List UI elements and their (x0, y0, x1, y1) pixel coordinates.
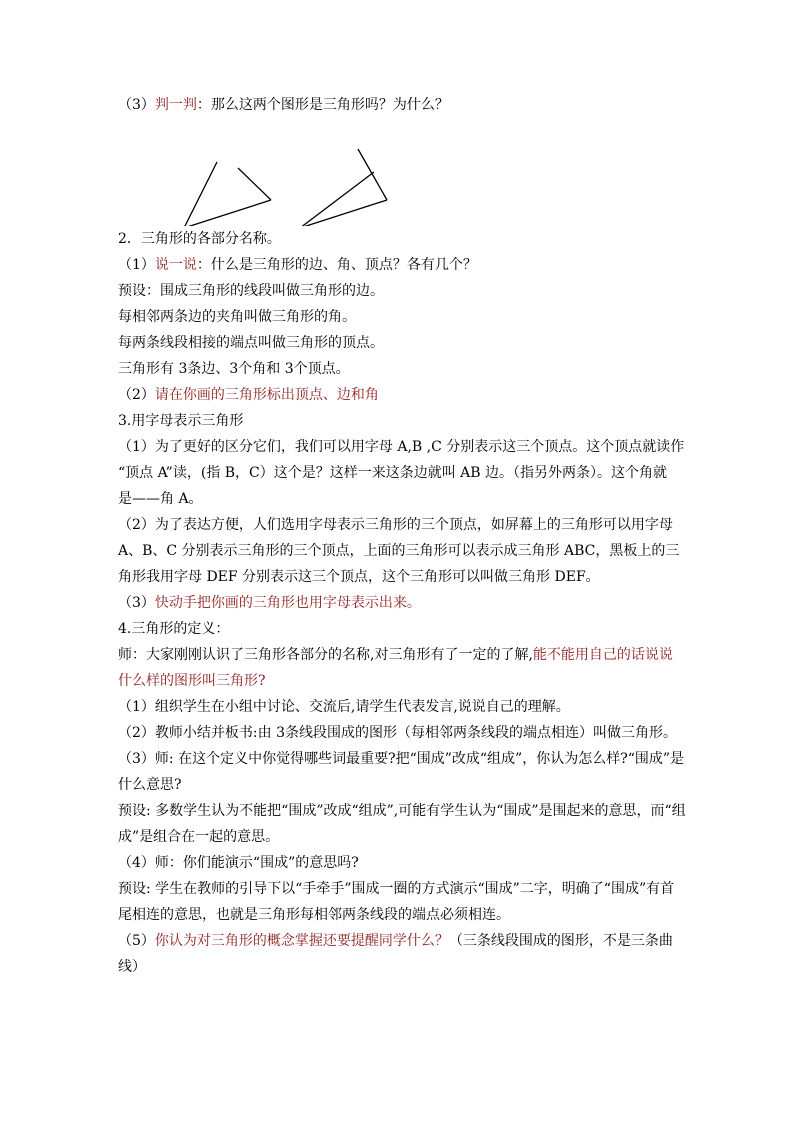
judge-label: 判一判 (154, 97, 197, 113)
teacher-prompt-line-1 (118, 642, 684, 668)
paragraph-3-2-line-1: （2）为了表达方便，人们选用字母表示三角形的三个顶点，如屏幕上的三角形可以用字母 (118, 517, 673, 533)
task-letter-labels (118, 590, 684, 616)
document-body (118, 92, 684, 980)
preset-edge-definition: 预设：围成三角形的线段叫做三角形的边。 (118, 283, 384, 299)
reminder-question: 你认为对三角形的概念掌握还要提醒同学什么？ (154, 933, 449, 949)
item-number: （3） (118, 97, 155, 113)
item-number: （3） (118, 595, 155, 611)
item-number: （2） (118, 387, 155, 403)
preset-2-line-1: 预设: 多数学生认为不能把“围成”改成“组成”,可能有学生认为“围成”是围起来的意思，而“组 (118, 803, 686, 819)
figure-area (118, 118, 684, 226)
open-figure-right (300, 149, 387, 226)
task-label-parts (118, 382, 684, 408)
parts-count: 三角形有 3条边、3个角和 3个顶点。 (118, 361, 350, 377)
reminder-answer: （三条线段围成的图形，不是三条曲 (448, 933, 673, 949)
paragraph-4-5-line-2: 线） (118, 959, 146, 975)
preset-2-line-2: 成”是组合在一起的意思。 (118, 829, 280, 845)
teacher-prompt-text: 师：大家刚刚认识了三角形各部分的名称,对三角形有了一定的了解, (118, 647, 533, 663)
paragraph-3-1-line-2: “顶点 A”读，(指 B，C）这个是？这样一来这条边就叫 AB 边。（指另外两条）。这个角就 (118, 465, 668, 481)
teacher-prompt-highlight: 能不能用自己的话说说 (532, 647, 673, 663)
section-3-title: 3.用字母表示三角形 (118, 413, 244, 429)
paragraph-4-2: （2）教师小结并板书:由 3条线段围成的图形（每相邻两条线段的端点相连）叫做三角形。 (118, 725, 677, 741)
task-text: 请在你画的三角形标出顶点、边和角 (154, 387, 379, 403)
paragraph-4-4: （4）师：你们能演示“围成”的意思吗? (118, 855, 359, 871)
say-question: ：什么是三角形的边、角、顶点？各有几个？ (196, 257, 477, 273)
paragraph-3-2-line-3: 角形我用字母 DEF 分别表示这三个顶点，这个三角形可以叫做三角形 DEF。 (118, 569, 600, 585)
paragraph-4-1: （1）组织学生在小组中讨论、交流后,请学生代表发言,说说自己的理解。 (118, 699, 570, 715)
section-4-title: 4.三角形的定义： (118, 621, 230, 637)
question-judge (118, 92, 684, 118)
say-label: 说一说 (154, 257, 197, 273)
item-number: （1） (118, 257, 155, 273)
paragraph-4-5-line-1 (118, 928, 684, 954)
judge-question: ：那么这两个图形是三角形吗？为什么？ (196, 97, 449, 113)
open-figures-diagram (118, 118, 418, 226)
question-say (118, 252, 684, 278)
item-number: （5） (118, 933, 155, 949)
task-text: 快动手把你画的三角形也用字母表示出来。 (154, 595, 421, 611)
teacher-prompt-line-2: 什么样的图形叫三角形? (118, 673, 266, 689)
paragraph-4-3-line-2: 什么意思? (118, 777, 182, 793)
vertex-definition: 每两条线段相接的端点叫做三角形的顶点。 (118, 335, 384, 351)
open-figure-left (184, 162, 271, 226)
paragraph-3-2-line-2: A、B、C 分别表示三角形的三个顶点，上面的三角形可以表示成三角形 ABC，黑板上的三 (118, 543, 680, 559)
paragraph-4-3-line-1: （3）师: 在这个定义中你觉得哪些词最重要?把“围成”改成“组成”，你认为怎么样?“围成”是 (118, 751, 685, 767)
preset-3-line-1: 预设: 学生在教师的引导下以“手牵手”围成一圈的方式演示“围成”二字，明确了“围成”有首 (118, 881, 675, 897)
paragraph-3-1-line-1: （1）为了更好的区分它们，我们可以用字母 A,B ,C 分别表示这三个顶点。这个顶点就读作 (118, 439, 685, 455)
angle-definition: 每相邻两条边的夹角叫做三角形的角。 (118, 309, 356, 325)
section-2-title: 2．三角形的各部分名称。 (118, 231, 281, 247)
preset-3-line-2: 尾相连的意思，也就是三角形每相邻两条线段的端点必须相连。 (118, 907, 510, 923)
paragraph-3-1-line-3: 是——角 A。 (118, 491, 203, 507)
